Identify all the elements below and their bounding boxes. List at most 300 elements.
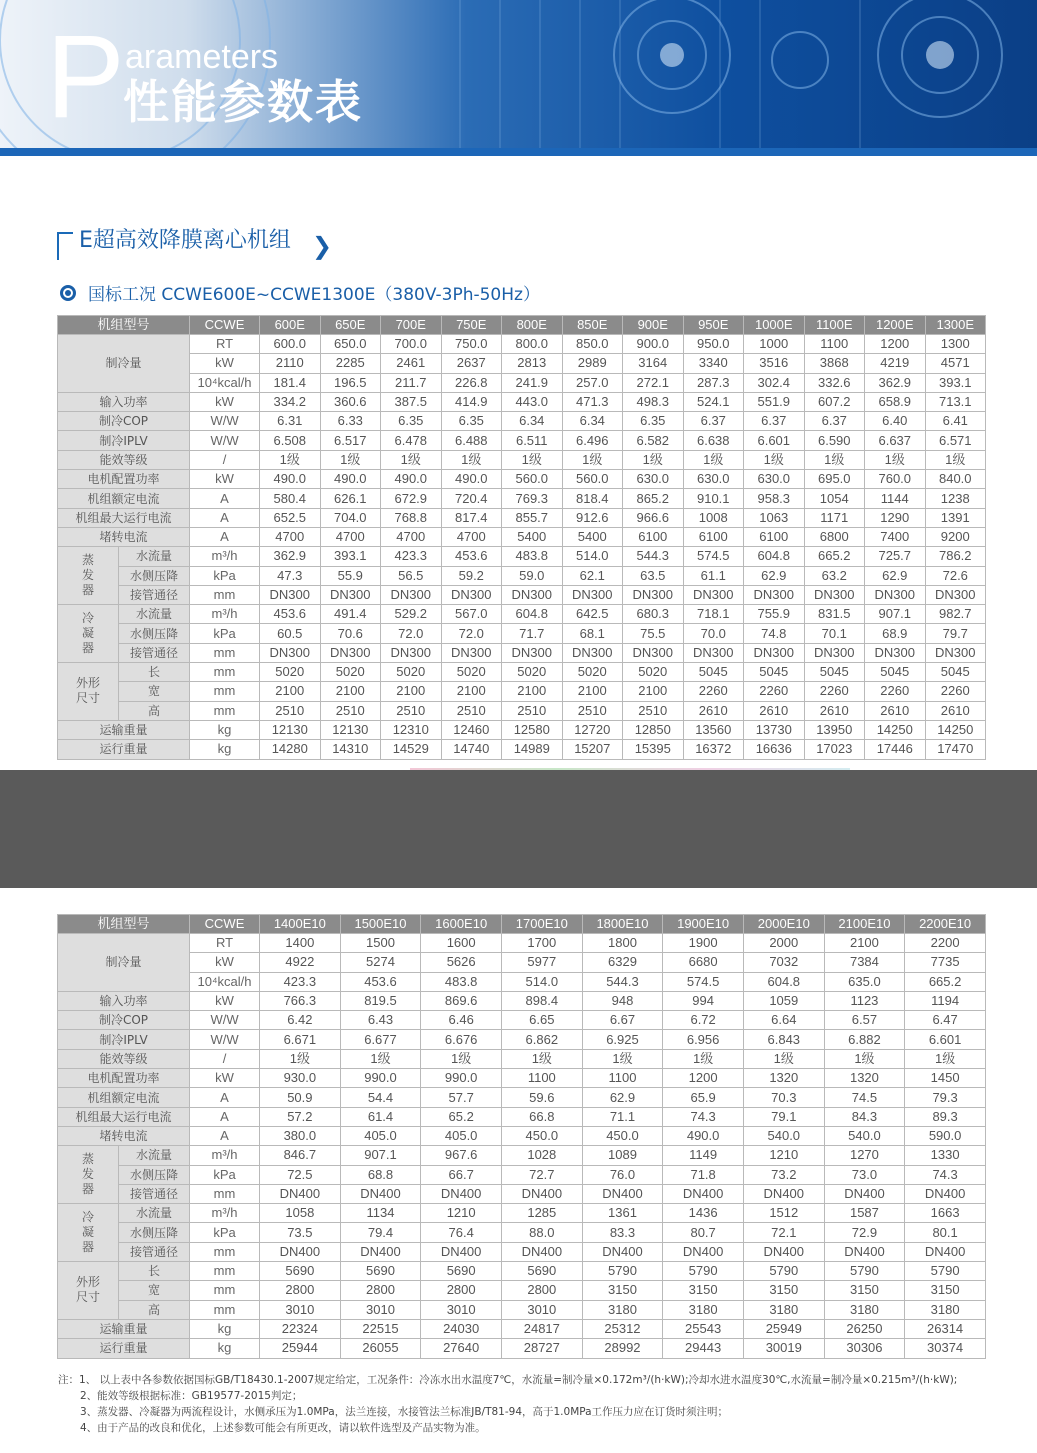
row-label: 接管通径 — [119, 585, 190, 604]
value-cell: 62.9 — [744, 566, 805, 585]
value-cell: 14740 — [441, 740, 502, 759]
value-cell: 3180 — [743, 1300, 824, 1319]
value-cell: 768.8 — [381, 508, 442, 527]
value-cell: 6.882 — [824, 1030, 905, 1049]
value-cell: 1300 — [925, 335, 986, 354]
value-cell: 5045 — [865, 663, 926, 682]
footnote-2: 2、能效等级根据标准：GB19577-2015判定； — [80, 1390, 303, 1402]
value-cell: 14250 — [865, 720, 926, 739]
value-cell: 60.5 — [260, 624, 321, 643]
value-cell: 907.1 — [340, 1146, 421, 1165]
row-label: 水侧压降 — [119, 1165, 190, 1184]
value-cell: 1700 — [501, 934, 582, 953]
row-label: 宽 — [119, 1281, 190, 1300]
value-cell: 6100 — [683, 527, 744, 546]
value-cell: DN300 — [562, 585, 623, 604]
value-cell: DN300 — [260, 643, 321, 662]
value-cell: 6680 — [663, 953, 744, 972]
value-cell: 380.0 — [260, 1126, 341, 1145]
banner-stripe — [0, 148, 1037, 156]
value-cell: 5020 — [623, 663, 684, 682]
value-cell: 704.0 — [320, 508, 381, 527]
value-cell: 5977 — [501, 953, 582, 972]
row-unit: A — [190, 527, 260, 546]
value-cell: 2260 — [744, 682, 805, 701]
footnote-3: 3、蒸发器、冷凝器为两流程设计，水侧承压为1.0MPa，法兰连接，水接管法兰标准JB/T81-94，高于1.0MPa工作压力应在订货时须注明； — [80, 1406, 729, 1418]
value-cell: 1100 — [804, 335, 865, 354]
table-row — [58, 605, 986, 624]
value-cell: 30374 — [905, 1339, 986, 1358]
table-row — [58, 547, 986, 566]
value-cell: 5045 — [683, 663, 744, 682]
value-cell: DN300 — [320, 585, 381, 604]
value-cell: 6.676 — [421, 1030, 502, 1049]
value-cell: 414.9 — [441, 392, 502, 411]
value-cell: 650.0 — [320, 335, 381, 354]
value-cell: 950.0 — [683, 335, 744, 354]
value-cell: 24030 — [421, 1319, 502, 1338]
value-cell: 5790 — [824, 1262, 905, 1281]
value-cell: DN400 — [260, 1242, 341, 1261]
row-unit: mm — [190, 663, 260, 682]
value-cell: 6.37 — [683, 412, 744, 431]
value-cell: 28727 — [501, 1339, 582, 1358]
value-cell: 1290 — [865, 508, 926, 527]
value-cell: 1210 — [743, 1146, 824, 1165]
value-cell: DN400 — [663, 1184, 744, 1203]
value-cell: 1级 — [925, 450, 986, 469]
table-row — [58, 585, 986, 604]
value-cell: 626.1 — [320, 489, 381, 508]
value-cell: 604.8 — [502, 605, 563, 624]
value-cell: 63.2 — [804, 566, 865, 585]
row-unit: RT — [190, 335, 260, 354]
value-cell: 907.1 — [865, 605, 926, 624]
row-unit: m³/h — [190, 1204, 260, 1223]
row-group-label: 冷 凝 器 — [58, 605, 119, 663]
value-cell: 66.7 — [421, 1165, 502, 1184]
table-row — [58, 1069, 986, 1088]
table-row — [58, 720, 986, 739]
value-cell: 65.9 — [663, 1088, 744, 1107]
value-cell: DN300 — [441, 585, 502, 604]
row-unit: kg — [190, 720, 260, 739]
value-cell: 514.0 — [562, 547, 623, 566]
value-cell: 2000 — [743, 934, 824, 953]
header-model-cell: 1000E — [744, 316, 805, 335]
value-cell: 1100 — [582, 1069, 663, 1088]
table-row — [58, 934, 986, 953]
value-cell: DN400 — [824, 1184, 905, 1203]
row-label: 电机配置功率 — [58, 470, 190, 489]
value-cell: 1089 — [582, 1146, 663, 1165]
value-cell: 71.7 — [502, 624, 563, 643]
value-cell: 6.72 — [663, 1011, 744, 1030]
value-cell: 560.0 — [502, 470, 563, 489]
value-cell: 540.0 — [824, 1126, 905, 1145]
value-cell: 6.571 — [925, 431, 986, 450]
value-cell: 490.0 — [441, 470, 502, 489]
table-row — [58, 470, 986, 489]
value-cell: 1级 — [905, 1049, 986, 1068]
value-cell: 1级 — [824, 1049, 905, 1068]
value-cell: DN400 — [743, 1242, 824, 1261]
value-cell: 1400 — [260, 934, 341, 953]
value-cell: 2461 — [381, 354, 442, 373]
value-cell: 423.3 — [260, 972, 341, 991]
value-cell: 73.5 — [260, 1223, 341, 1242]
row-label: 制冷COP — [58, 1011, 190, 1030]
value-cell: 25543 — [663, 1319, 744, 1338]
value-cell: 769.3 — [502, 489, 563, 508]
value-cell: DN400 — [582, 1242, 663, 1261]
value-cell: 6.67 — [582, 1011, 663, 1030]
header-model-label: 机组型号 — [58, 316, 190, 335]
value-cell: 71.8 — [663, 1165, 744, 1184]
row-unit: mm — [190, 1300, 260, 1319]
header-model-cell: 2200E10 — [905, 915, 986, 934]
value-cell: 831.5 — [804, 605, 865, 624]
value-cell: 65.2 — [421, 1107, 502, 1126]
header-model-cell: 600E — [260, 316, 321, 335]
row-label: 电机配置功率 — [58, 1069, 190, 1088]
value-cell: 786.2 — [925, 547, 986, 566]
table-row — [58, 450, 986, 469]
row-label: 水侧压降 — [119, 1223, 190, 1242]
value-cell: 1134 — [340, 1204, 421, 1223]
value-cell: 241.9 — [502, 373, 563, 392]
value-cell: 1436 — [663, 1204, 744, 1223]
value-cell: 2260 — [683, 682, 744, 701]
header-model-cell: 700E — [381, 316, 442, 335]
value-cell: 910.1 — [683, 489, 744, 508]
value-cell: 1900 — [663, 934, 744, 953]
value-cell: 12310 — [381, 720, 442, 739]
value-cell: 453.6 — [260, 605, 321, 624]
value-cell: 79.1 — [743, 1107, 824, 1126]
value-cell: 25944 — [260, 1339, 341, 1358]
value-cell: 61.1 — [683, 566, 744, 585]
row-label: 制冷IPLV — [58, 1030, 190, 1049]
header-model-cell: 1100E — [804, 316, 865, 335]
row-unit: kPa — [190, 566, 260, 585]
value-cell: 6100 — [623, 527, 684, 546]
value-cell: DN300 — [804, 643, 865, 662]
value-cell: 1123 — [824, 991, 905, 1010]
row-label: 水侧压降 — [119, 624, 190, 643]
value-cell: 2510 — [623, 701, 684, 720]
value-cell: 12580 — [502, 720, 563, 739]
value-cell: 29443 — [663, 1339, 744, 1358]
value-cell: 5790 — [582, 1262, 663, 1281]
value-cell: 2610 — [804, 701, 865, 720]
value-cell: 966.6 — [623, 508, 684, 527]
value-cell: 14280 — [260, 740, 321, 759]
row-unit: W/W — [190, 1011, 260, 1030]
value-cell: 62.1 — [562, 566, 623, 585]
value-cell: 930.0 — [260, 1069, 341, 1088]
value-cell: 590.0 — [905, 1126, 986, 1145]
table-row — [58, 431, 986, 450]
value-cell: 6.590 — [804, 431, 865, 450]
value-cell: 672.9 — [381, 489, 442, 508]
value-cell: 720.4 — [441, 489, 502, 508]
value-cell: 70.1 — [804, 624, 865, 643]
value-cell: 74.3 — [905, 1165, 986, 1184]
value-cell: 22515 — [340, 1319, 421, 1338]
header-model-cell: 1700E10 — [501, 915, 582, 934]
row-unit: A — [190, 508, 260, 527]
value-cell: 3180 — [905, 1300, 986, 1319]
value-cell: 990.0 — [421, 1069, 502, 1088]
row-label: 堵转电流 — [58, 1126, 190, 1145]
value-cell: 3180 — [582, 1300, 663, 1319]
value-cell: 12850 — [623, 720, 684, 739]
value-cell: DN400 — [421, 1184, 502, 1203]
value-cell: 990.0 — [340, 1069, 421, 1088]
value-cell: 5045 — [925, 663, 986, 682]
value-cell: 72.7 — [501, 1165, 582, 1184]
table-row — [58, 1011, 986, 1030]
value-cell: 2813 — [502, 354, 563, 373]
value-cell: 1级 — [623, 450, 684, 469]
value-cell: 55.9 — [320, 566, 381, 585]
value-cell: 71.1 — [582, 1107, 663, 1126]
value-cell: 6.638 — [683, 431, 744, 450]
value-cell: 2100 — [441, 682, 502, 701]
value-cell: DN300 — [925, 643, 986, 662]
value-cell: 83.3 — [582, 1223, 663, 1242]
value-cell: 6.925 — [582, 1030, 663, 1049]
footnote-4: 4、由于产品的改良和优化，上述参数可能会有所更改，请以软件选型及产品实物为准。 — [80, 1422, 486, 1434]
value-cell: DN400 — [905, 1242, 986, 1261]
value-cell: 1194 — [905, 991, 986, 1010]
value-cell: 57.2 — [260, 1107, 341, 1126]
value-cell: 967.6 — [421, 1146, 502, 1165]
value-cell: 14310 — [320, 740, 381, 759]
value-cell: 6.508 — [260, 431, 321, 450]
value-cell: 72.0 — [381, 624, 442, 643]
footnote-1: 注：1、 以上表中各参数依据国标GB/T18430.1-2007规定给定，工况条件：冷冻水出水温度7℃，水流量=制冷量×0.172m³/(h·kW);冷却水进水温度30℃,水流量=制冷量×0.215m³/(h·kW); — [58, 1374, 958, 1386]
row-label: 机组额定电流 — [58, 489, 190, 508]
row-unit: kW — [190, 953, 260, 972]
value-cell: 1330 — [905, 1146, 986, 1165]
value-cell: 948 — [582, 991, 663, 1010]
header-series-code: CCWE — [190, 915, 260, 934]
value-cell: 74.8 — [744, 624, 805, 643]
value-cell: 5790 — [663, 1262, 744, 1281]
value-cell: 14529 — [381, 740, 442, 759]
table-row — [58, 1030, 986, 1049]
row-label: 能效等级 — [58, 1049, 190, 1068]
value-cell: 1级 — [260, 1049, 341, 1068]
value-cell: 5020 — [320, 663, 381, 682]
header-model-cell: 1500E10 — [340, 915, 421, 934]
value-cell: 3150 — [905, 1281, 986, 1300]
value-cell: 3180 — [824, 1300, 905, 1319]
value-cell: 1级 — [743, 1049, 824, 1068]
value-cell: 72.5 — [260, 1165, 341, 1184]
value-cell: 3010 — [421, 1300, 502, 1319]
value-cell: 68.9 — [865, 624, 926, 643]
value-cell: 453.6 — [340, 972, 421, 991]
value-cell: 5690 — [421, 1262, 502, 1281]
value-cell: 898.4 — [501, 991, 582, 1010]
value-cell: 1级 — [582, 1049, 663, 1068]
value-cell: 450.0 — [501, 1126, 582, 1145]
row-unit: m³/h — [190, 547, 260, 566]
value-cell: 1级 — [744, 450, 805, 469]
row-unit: / — [190, 450, 260, 469]
value-cell: DN400 — [905, 1184, 986, 1203]
value-cell: 1100 — [501, 1069, 582, 1088]
value-cell: DN400 — [663, 1242, 744, 1261]
value-cell: 725.7 — [865, 547, 926, 566]
value-cell: 443.0 — [502, 392, 563, 411]
value-cell: DN400 — [501, 1242, 582, 1261]
value-cell: 79.3 — [905, 1088, 986, 1107]
row-unit: W/W — [190, 431, 260, 450]
row-label: 输入功率 — [58, 392, 190, 411]
value-cell: 6.33 — [320, 412, 381, 431]
value-cell: 80.1 — [905, 1223, 986, 1242]
value-cell: DN300 — [623, 643, 684, 662]
row-unit: kPa — [190, 1223, 260, 1242]
value-cell: 800.0 — [502, 335, 563, 354]
value-cell: 490.0 — [381, 470, 442, 489]
row-unit: W/W — [190, 412, 260, 431]
row-group-label: 蒸 发 器 — [58, 547, 119, 605]
value-cell: 4700 — [441, 527, 502, 546]
value-cell: 5020 — [260, 663, 321, 682]
row-unit: kg — [190, 1319, 260, 1338]
value-cell: 1391 — [925, 508, 986, 527]
value-cell: DN400 — [260, 1184, 341, 1203]
row-label: 高 — [119, 1300, 190, 1319]
value-cell: 994 — [663, 991, 744, 1010]
value-cell: 3150 — [743, 1281, 824, 1300]
value-cell: 6.637 — [865, 431, 926, 450]
value-cell: 760.0 — [865, 470, 926, 489]
value-cell: 61.4 — [340, 1107, 421, 1126]
value-cell: 3164 — [623, 354, 684, 373]
value-cell: 72.9 — [824, 1223, 905, 1242]
header-model-cell: 900E — [623, 316, 684, 335]
value-cell: DN300 — [683, 585, 744, 604]
table-row — [58, 1049, 986, 1068]
value-cell: 287.3 — [683, 373, 744, 392]
value-cell: 66.8 — [501, 1107, 582, 1126]
row-unit: A — [190, 489, 260, 508]
row-unit: mm — [190, 1184, 260, 1203]
row-unit: kW — [190, 1069, 260, 1088]
value-cell: 26314 — [905, 1319, 986, 1338]
value-cell: 1149 — [663, 1146, 744, 1165]
row-unit: kW — [190, 354, 260, 373]
value-cell: 302.4 — [744, 373, 805, 392]
row-label: 水流量 — [119, 547, 190, 566]
value-cell: 13730 — [744, 720, 805, 739]
value-cell: 6.601 — [905, 1030, 986, 1049]
value-cell: 17023 — [804, 740, 865, 759]
value-cell: 483.8 — [421, 972, 502, 991]
row-label: 机组最大运行电流 — [58, 508, 190, 527]
value-cell: 635.0 — [824, 972, 905, 991]
table-row — [58, 1300, 986, 1319]
value-cell: 12460 — [441, 720, 502, 739]
header-model-cell: 2000E10 — [743, 915, 824, 934]
row-unit: kg — [190, 1339, 260, 1358]
row-label: 宽 — [119, 682, 190, 701]
value-cell: 4700 — [320, 527, 381, 546]
value-cell: 50.9 — [260, 1088, 341, 1107]
value-cell: 2100 — [623, 682, 684, 701]
value-cell: DN400 — [743, 1184, 824, 1203]
value-cell: 28992 — [582, 1339, 663, 1358]
value-cell: DN300 — [562, 643, 623, 662]
value-cell: 2610 — [925, 701, 986, 720]
value-cell: 6.64 — [743, 1011, 824, 1030]
row-unit: m³/h — [190, 605, 260, 624]
value-cell: 5400 — [562, 527, 623, 546]
header-model-cell: 950E — [683, 316, 744, 335]
value-cell: 574.5 — [683, 547, 744, 566]
value-cell: 6329 — [582, 953, 663, 972]
value-cell: 840.0 — [925, 470, 986, 489]
value-cell: 12720 — [562, 720, 623, 739]
value-cell: 1512 — [743, 1204, 824, 1223]
value-cell: 1800 — [582, 934, 663, 953]
value-cell: 4219 — [865, 354, 926, 373]
value-cell: 6.511 — [502, 431, 563, 450]
table-row — [58, 527, 986, 546]
row-unit: kW — [190, 991, 260, 1010]
value-cell: 75.5 — [623, 624, 684, 643]
value-cell: 490.0 — [260, 470, 321, 489]
row-unit: mm — [190, 585, 260, 604]
value-cell: DN300 — [502, 643, 563, 662]
value-cell: 13560 — [683, 720, 744, 739]
value-cell: 1级 — [865, 450, 926, 469]
value-cell: 540.0 — [743, 1126, 824, 1145]
value-cell: 6.34 — [562, 412, 623, 431]
value-cell: 2800 — [421, 1281, 502, 1300]
row-label: 高 — [119, 701, 190, 720]
row-label: 运输重量 — [58, 1319, 190, 1338]
value-cell: 2510 — [502, 701, 563, 720]
value-cell: 718.1 — [683, 605, 744, 624]
row-label: 水流量 — [119, 1204, 190, 1223]
value-cell: 14250 — [925, 720, 986, 739]
row-unit: RT — [190, 934, 260, 953]
value-cell: 6.31 — [260, 412, 321, 431]
value-cell: 2510 — [320, 701, 381, 720]
row-label: 长 — [119, 1262, 190, 1281]
value-cell: 1级 — [421, 1049, 502, 1068]
value-cell: 1663 — [905, 1204, 986, 1223]
table-row — [58, 953, 986, 972]
value-cell: 766.3 — [260, 991, 341, 1010]
value-cell: 226.8 — [441, 373, 502, 392]
spec-table-1400e10-2200e10 — [57, 914, 986, 1359]
obscured-band — [0, 770, 1037, 888]
value-cell: 855.7 — [502, 508, 563, 527]
value-cell: DN300 — [804, 585, 865, 604]
value-cell: 6.671 — [260, 1030, 341, 1049]
value-cell: 865.2 — [623, 489, 684, 508]
value-cell: 1028 — [501, 1146, 582, 1165]
value-cell: 818.4 — [562, 489, 623, 508]
